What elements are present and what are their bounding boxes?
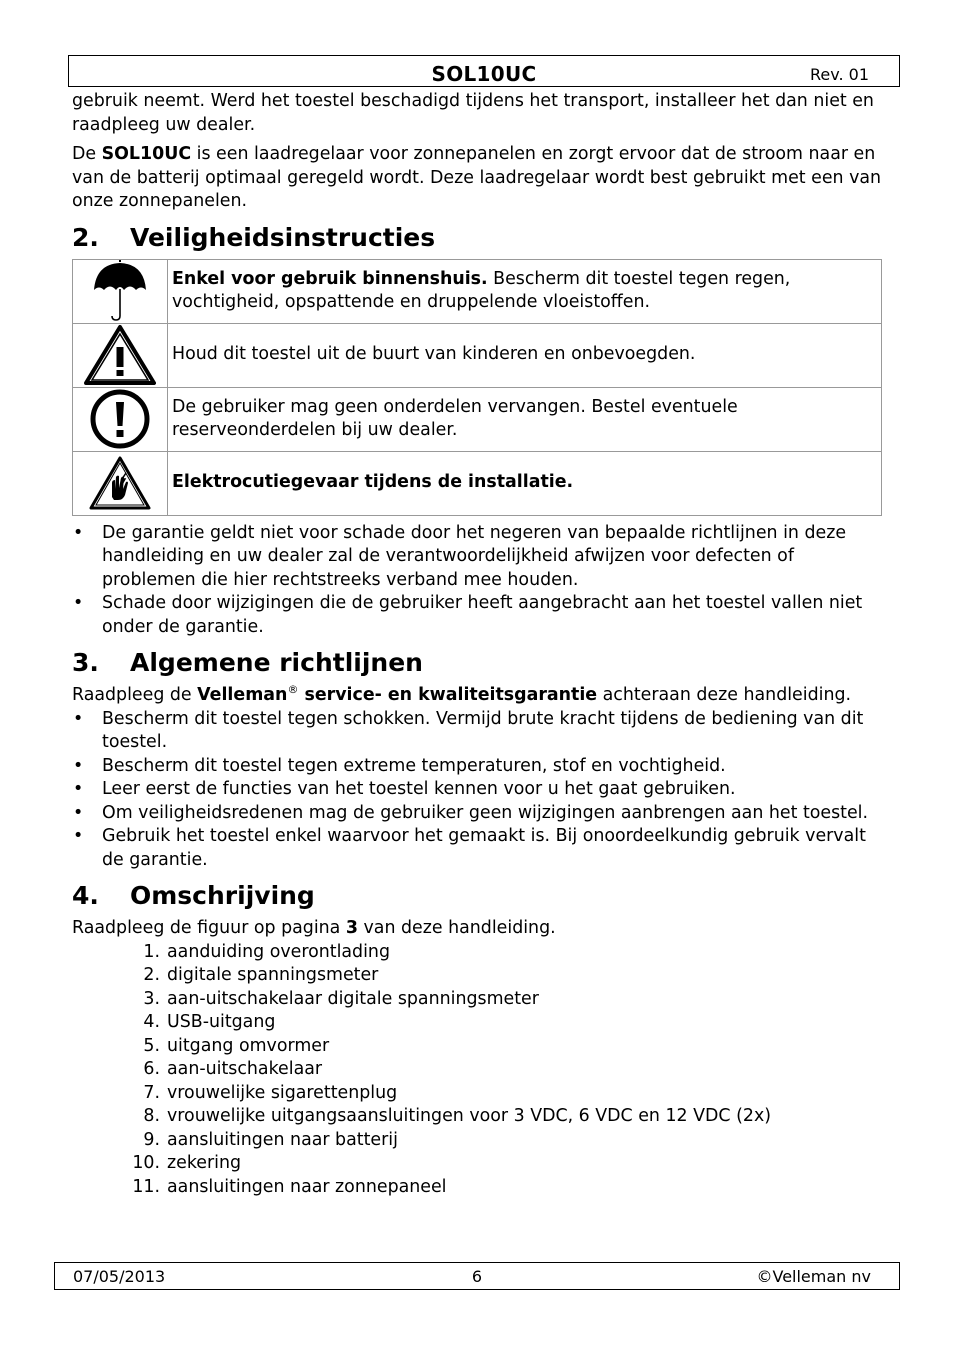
product-name: SOL10UC xyxy=(101,144,192,164)
safety-row xyxy=(73,451,882,515)
list-item: • De garantie geldt niet voor schade door het negeren van bepaalde richtlijnen in deze handleiding en uw dealer zal de verantwoordelijkheid afwijzen voor defecten of problemen die hier rechtstreeks verband mee houden. xyxy=(72,522,884,593)
section-2-bullet-list xyxy=(72,522,884,640)
safety-text: Bescherm dit toestel tegen regen, vochtigheid, opspattende en druppelende vloeistoffen. xyxy=(172,268,791,312)
item-label: aansluitingen naar batterij xyxy=(167,1129,398,1150)
item-number: 1. xyxy=(143,941,160,962)
item-label: aan-uitschakelaar xyxy=(167,1059,323,1079)
warning-triangle-icon xyxy=(73,324,167,386)
safety-icon-cell xyxy=(73,451,168,515)
list-item xyxy=(72,1058,884,1082)
section-number: 3. xyxy=(72,648,99,677)
footer-copyright: ©Velleman nv xyxy=(756,1267,871,1286)
list-item xyxy=(72,988,884,1012)
page-reference: 3 xyxy=(345,918,358,938)
intro-text-rest: is een laadregelaar voor zonnepanelen en zorgt ervoor dat de stroom naar en van de batterij optimaal geregeld wordt. Deze laadregelaar wordt best gebruikt met een van onze zonnepanelen. xyxy=(72,144,882,211)
item-number: 9. xyxy=(143,1129,160,1150)
list-item: • Leer eerst de functies van het toestel kennen voor u het gaat gebruiken. xyxy=(72,778,884,802)
parts-list xyxy=(72,941,884,1200)
item-number: 11. xyxy=(132,1176,160,1197)
electrocution-hazard-icon xyxy=(73,455,167,511)
brand-name: Velleman xyxy=(197,685,288,705)
list-item xyxy=(72,1082,884,1106)
list-item xyxy=(72,1176,884,1200)
item-label: aanduiding overontlading xyxy=(167,941,390,962)
intro-text: Raadpleeg de xyxy=(72,685,198,705)
item-label: aansluitingen naar zonnepaneel xyxy=(167,1176,447,1197)
list-item: • Om veiligheidsredenen mag de gebruiker geen wijzigingen aanbrengen aan het toestel. xyxy=(72,802,884,826)
section-title: Omschrijving xyxy=(130,881,315,910)
safety-text-cell xyxy=(168,451,882,515)
item-label: uitgang omvormer xyxy=(167,1035,330,1056)
warranty-name: service- en kwaliteitsgarantie xyxy=(298,685,598,705)
intro-paragraph-2 xyxy=(72,143,884,214)
umbrella-icon xyxy=(73,260,167,322)
section-title: Algemene richtlijnen xyxy=(130,648,423,677)
safety-icon-cell xyxy=(73,323,168,387)
safety-text: Houd dit toestel uit de buurt van kinderen en onbevoegden. xyxy=(172,344,696,365)
list-item xyxy=(72,1129,884,1153)
item-number: 6. xyxy=(143,1059,160,1079)
list-item: • Gebruik het toestel enkel waarvoor het gemaakt is. Bij onoordeelkundig gebruik vervalt de garantie. xyxy=(72,825,884,872)
safety-text-cell xyxy=(168,387,882,451)
safety-row xyxy=(73,259,882,323)
safety-table xyxy=(72,259,882,516)
document-title: SOL10UC xyxy=(431,62,537,86)
list-item: • Bescherm dit toestel tegen schokken. Vermijd brute kracht tijdens de bediening van dit toestel. xyxy=(72,708,884,755)
item-number: 3. xyxy=(143,988,160,1009)
list-item: • Schade door wijzigingen die de gebruiker heeft aangebracht aan het toestel vallen niet onder de garantie. xyxy=(72,592,884,639)
safety-bold-text: Elektrocutiegevaar tijdens de installatie. xyxy=(172,472,574,493)
safety-icon-cell xyxy=(73,259,168,323)
intro-text-rest: achteraan deze handleiding. xyxy=(597,685,852,705)
list-item xyxy=(72,1105,884,1129)
intro-text-rest: van deze handleiding. xyxy=(357,918,556,938)
list-item xyxy=(72,1035,884,1059)
safety-text-cell xyxy=(168,259,882,323)
footer-date: 07/05/2013 xyxy=(73,1267,166,1286)
item-number: 8. xyxy=(143,1106,160,1126)
list-item xyxy=(72,1152,884,1176)
item-label: vrouwelijke sigarettenplug xyxy=(167,1082,398,1103)
section-4-intro xyxy=(72,917,884,941)
list-item: • Bescherm dit toestel tegen extreme temperaturen, stof en vochtigheid. xyxy=(72,755,884,779)
safety-bold-text: Enkel voor gebruik binnenshuis. xyxy=(172,268,488,289)
section-number: 4. xyxy=(72,881,99,910)
safety-row xyxy=(73,323,882,387)
safety-text: De gebruiker mag geen onderdelen vervangen. Bestel eventuele reserveonderdelen bij uw dealer. xyxy=(172,396,738,440)
section-number: 2. xyxy=(72,222,99,252)
item-number: 10. xyxy=(132,1153,160,1173)
intro-paragraph-1: gebruik neemt. Werd het toestel beschadigd tijdens het transport, installeer het dan niet en raadpleeg uw dealer. xyxy=(72,91,874,135)
safety-text-cell xyxy=(168,323,882,387)
list-item xyxy=(72,941,884,965)
section-2-heading xyxy=(72,222,884,253)
item-label: aan-uitschakelaar digitale spanningsmeter xyxy=(167,988,539,1009)
revision-label: Rev. 01 xyxy=(810,65,869,84)
item-label: zekering xyxy=(167,1153,242,1173)
page-number: 6 xyxy=(471,1267,483,1286)
page-footer xyxy=(54,1262,900,1290)
item-number: 5. xyxy=(143,1035,160,1056)
item-number: 7. xyxy=(143,1082,160,1103)
list-item xyxy=(72,964,884,988)
item-number: 4. xyxy=(143,1012,160,1032)
item-number: 2. xyxy=(143,965,160,985)
section-title: Veiligheidsinstructies xyxy=(130,222,436,252)
list-item xyxy=(72,1011,884,1035)
section-3-heading xyxy=(72,647,884,678)
page-content xyxy=(72,90,884,1199)
safety-row xyxy=(73,387,882,451)
section-4-heading xyxy=(72,880,884,911)
section-3-intro xyxy=(72,684,884,708)
section-3-bullet-list xyxy=(72,708,884,873)
safety-icon-cell xyxy=(73,387,168,451)
item-label: USB-uitgang xyxy=(167,1012,276,1032)
exclamation-circle-icon xyxy=(73,388,167,450)
intro-text: Raadpleeg de figuur op pagina xyxy=(72,918,346,938)
page-header xyxy=(68,55,900,87)
registered-mark: ® xyxy=(287,683,299,697)
intro-text: De xyxy=(72,144,102,164)
item-label: vrouwelijke uitgangsaansluitingen voor 3 VDC, 6 VDC en 12 VDC (2x) xyxy=(167,1106,772,1126)
item-label: digitale spanningsmeter xyxy=(167,965,379,985)
